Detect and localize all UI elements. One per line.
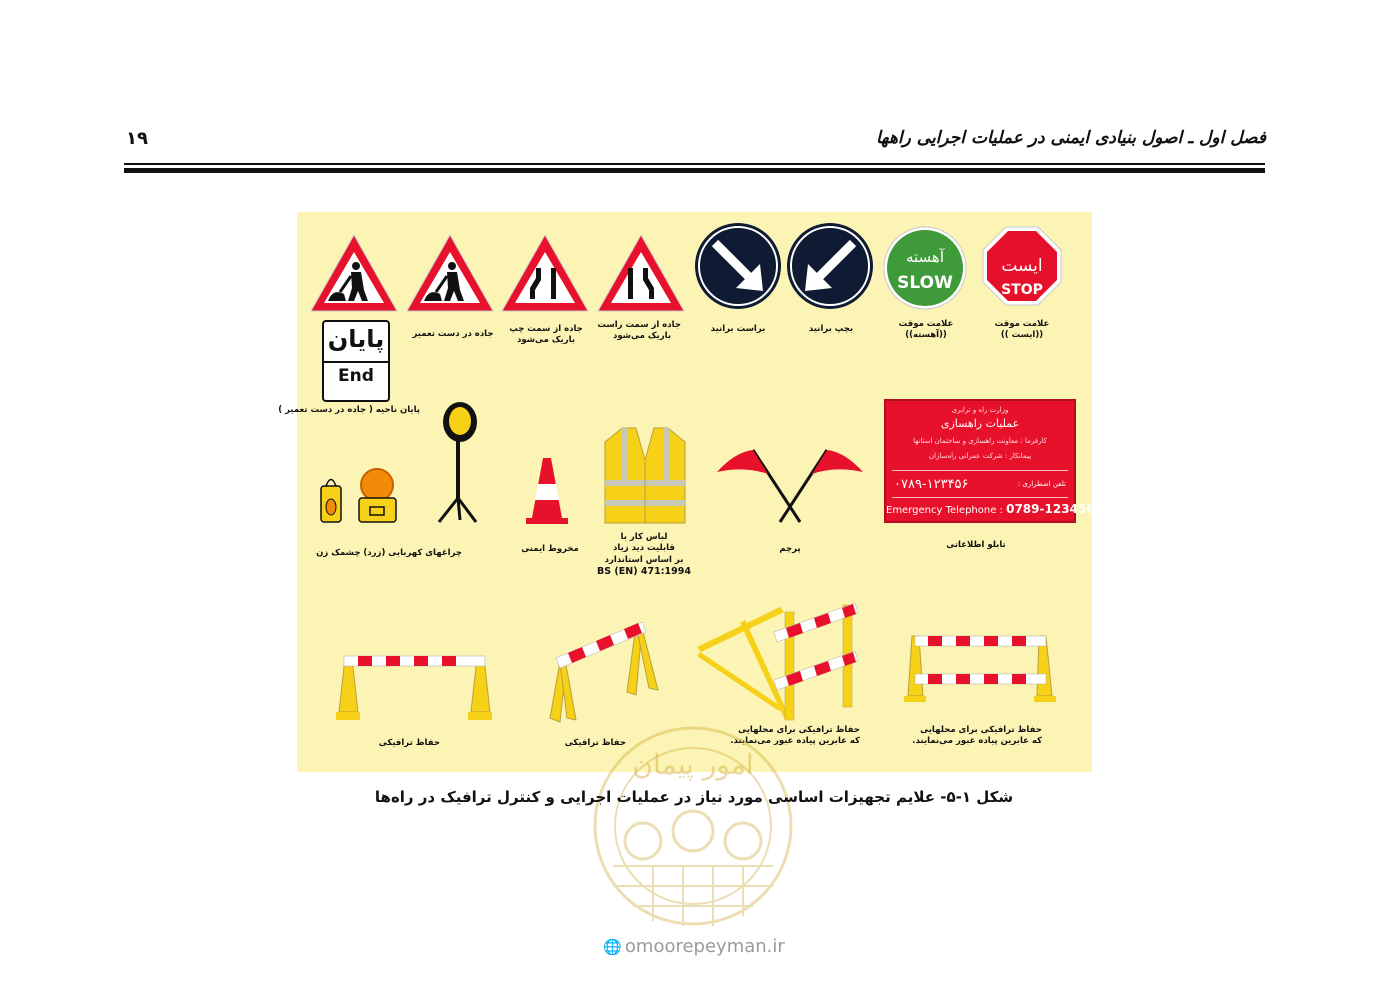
label-cone: مخروط ایمنی — [521, 544, 579, 554]
traffic-barrier-b-icon — [550, 622, 658, 722]
running-header-title: فصل اول ـ اصول بنیادی ایمنی در عملیات اجرایی راهها — [875, 128, 1266, 148]
label-barrier-d: حفاظ ترافیکی برای محلهایی که عابرین پیاده عبور می‌نمایند. — [912, 725, 1042, 747]
info-board-emergency-label: Emergency Telephone : — [886, 505, 1003, 516]
stop-sign-text-ar: ایست — [1001, 256, 1043, 276]
info-board-divider — [892, 470, 1068, 471]
label-info-board: تابلو اطلاعاتی — [946, 540, 1006, 550]
info-board-line2: عملیات راهسازی — [940, 417, 1020, 430]
road-works-sign-2 — [311, 235, 397, 311]
end-sign — [322, 320, 390, 402]
label-lamps: چراغهای کهربایی (زرد) چشمک زن — [316, 548, 462, 558]
end-sign-text-ar: پایان — [324, 325, 388, 363]
pedestrian-barrier-c-icon — [697, 603, 858, 720]
label-road-works: جاده در دست تعمیر — [412, 329, 494, 339]
label-stop: علامت موقت ((ایست )) — [994, 319, 1050, 341]
traffic-barrier-a-icon — [336, 656, 492, 720]
watermark-url-text: omoorepeyman.ir — [624, 936, 785, 957]
info-board-local-phone-label: تلفن اضطراری : — [1017, 480, 1066, 488]
label-keep-left: بچپ برانید — [808, 324, 854, 334]
amber-flashing-lamps-icon — [321, 469, 396, 522]
info-board-line4: پیمانکار : شرکت عمرانی راه‌سازان — [928, 452, 1032, 460]
tripod-lamp-icon — [439, 402, 477, 522]
watermark-url — [0, 936, 1388, 957]
label-road-narrows-right: جاده از سمت راست باریک می‌شود — [597, 320, 681, 342]
label-keep-right: براست برانید — [710, 324, 766, 334]
stop-sign-text-en: STOP — [1001, 282, 1043, 298]
flags-icon — [717, 450, 863, 522]
label-vest: لباس کار با قابلیت دید زیاد بر اساس استاندارد BS (EN) 471:1994 — [597, 532, 691, 578]
globe-icon: 🌐 — [603, 938, 622, 956]
info-board-local-phone: ۰۷۸۹-۱۲۳۴۵۶ — [894, 477, 969, 492]
label-barrier-a: حفاظ ترافیکی — [378, 738, 440, 748]
info-board-emergency — [886, 502, 1095, 516]
info-board-line1: وزارت راه و ترابری — [951, 406, 1009, 414]
keep-left-sign — [787, 223, 873, 309]
hi-vis-vest-icon — [605, 428, 685, 523]
keep-right-sign — [695, 223, 781, 309]
info-board-line3: کارفرما : معاونت راهسازی و ساختمان استانها — [913, 437, 1047, 445]
info-board-sign — [884, 399, 1095, 523]
end-sign-text-en: End — [338, 366, 374, 386]
watermark-seal-text: امور پیمان — [632, 748, 754, 781]
label-barrier-c: حفاظ ترافیکی برای محلهایی که عابرین پیاده عبور می‌نمایند. — [730, 725, 860, 747]
figure-caption: شکل ۱-۵- علایم تجهیزات اساسی مورد نیاز در عملیات اجرایی و کنترل ترافیک در راه‌ها — [374, 788, 1014, 806]
info-board-divider-2 — [892, 497, 1068, 498]
road-narrows-left-sign — [502, 235, 588, 311]
traffic-cone-icon — [526, 458, 568, 524]
label-slow: علامت موقت ((آهسته)) — [898, 319, 954, 341]
label-barrier-b: حفاظ ترافیکی — [564, 738, 626, 748]
slow-sign-text-ar: آهسته — [905, 248, 945, 266]
label-end-zone: پایان ناحیه ( جاده در دست تعمیر ) — [278, 405, 420, 415]
page-number: ۱۹ — [126, 128, 148, 149]
label-flag: پرچم — [779, 544, 801, 554]
watermark-seal — [588, 716, 798, 936]
slow-sign — [884, 227, 966, 309]
label-road-narrows-left: جاده از سمت چپ باریک می‌شود — [509, 324, 583, 346]
road-narrows-right-sign — [598, 235, 684, 311]
info-board-emergency-number: 0789-123456 — [1006, 502, 1095, 516]
stop-sign — [983, 227, 1061, 305]
slow-sign-text-en: SLOW — [897, 273, 953, 293]
pedestrian-barrier-d-icon — [904, 636, 1056, 702]
road-works-sign — [407, 235, 493, 311]
